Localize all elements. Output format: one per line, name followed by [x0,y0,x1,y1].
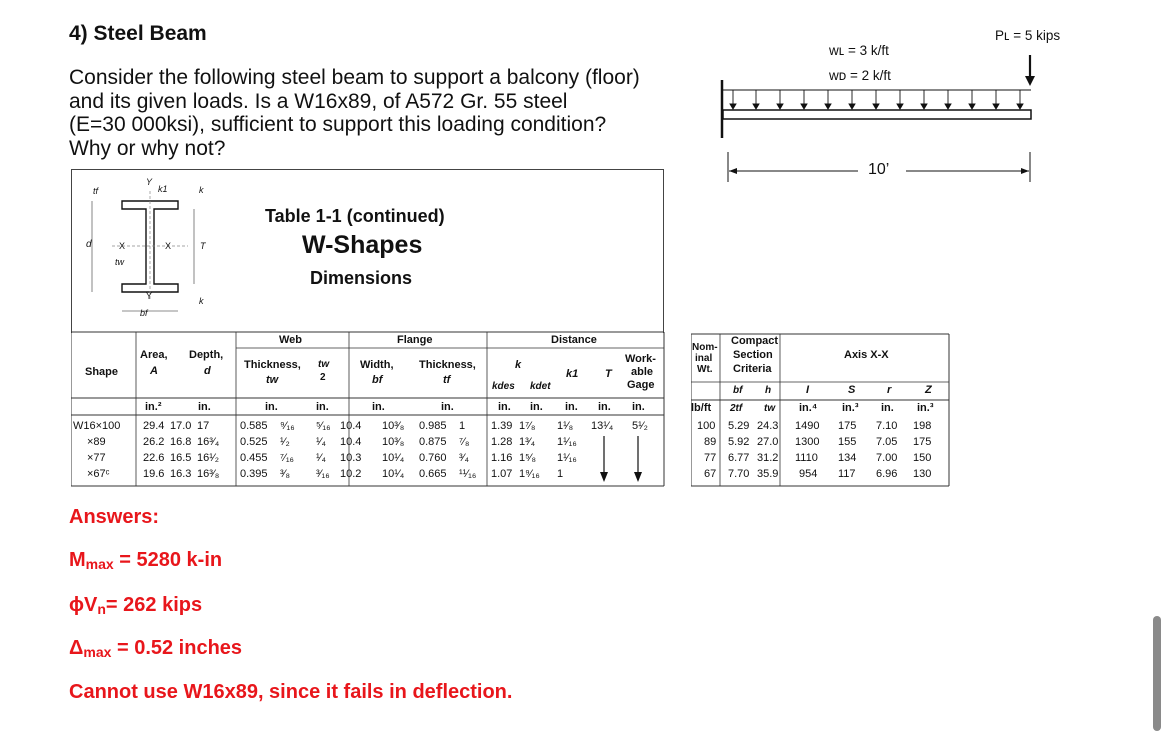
cell-tw: 0.585 [240,420,268,432]
cell-wt: 67 [704,468,717,480]
k1-label: k1 [158,184,168,194]
cell-htw: 35.9 [757,468,779,480]
beam-member [723,110,1031,119]
hdr-gage-3: Gage [627,379,655,391]
answer-shear-symbol: ϕV [69,594,98,616]
cell-S: 175 [838,420,857,432]
cell-k1: 1¹⁄₈ [557,420,574,432]
T-label: T [200,241,206,251]
cell-kdet: 1⁷⁄₈ [519,420,536,432]
hdr-S: S [848,384,856,396]
hdr-tw2-top: tw [318,359,330,370]
down-arrow-head-icon [600,472,608,482]
cell-htw: 24.3 [757,420,779,432]
cell-gage: 5¹⁄₂ [632,420,648,432]
cell-I: 1490 [795,420,820,432]
unit-depth: in. [198,401,211,413]
cell-tw: 0.455 [240,452,268,464]
dim-arrow-left [729,168,737,174]
question-line-3: (E=30 000ksi), sufficient to support this loading condition? [69,113,607,136]
cell-depth: 16.5 [170,452,192,464]
cell-k1: 1¹⁄₁₆ [557,436,577,448]
cell-kdes: 1.39 [491,420,513,432]
cell-depth-frac: 16¹⁄₂ [197,452,220,464]
unit-I: in.⁴ [799,402,818,414]
cell-area: 29.4 [143,420,165,432]
tf-label: tf [93,186,99,196]
cell-kdet: 1³⁄₄ [519,436,536,448]
cell-wt: 77 [704,452,717,464]
cell-tw: 0.395 [240,468,268,480]
hdr-web-thickness-sym: tw [266,374,279,386]
cell-depth: 16.8 [170,436,192,448]
cell-wt: 100 [697,420,716,432]
cell-r: 7.05 [876,436,898,448]
dead-load-label: wᴅ = 2 k/ft [829,68,891,83]
cell-bf: 10.3 [340,452,362,464]
hdr-gage-1: Work- [625,353,656,365]
d-label: d [86,239,92,250]
table-caption-title: Table 1-1 (continued) [265,206,445,226]
cell-S: 117 [838,468,856,480]
unit-kdet: in. [530,401,543,413]
hdr-shape: Shape [85,366,119,378]
cell-tf: 0.985 [419,420,447,432]
question-line-4: Why or why not? [69,136,226,160]
hdr-kdet: kdet [530,381,551,392]
cell-Z: 198 [913,420,932,432]
hdr-Z: Z [925,384,932,396]
hdr-compact-2: Section [733,349,773,361]
unit-bf: in. [372,401,385,413]
cell-tw2: ¹⁄₄ [316,436,326,448]
hdr-compact-1: Compact [731,335,779,347]
cell-htw: 27.0 [757,436,779,448]
cell-area: 19.6 [143,468,165,480]
cell-k1: 1 [557,468,564,480]
cell-kdes: 1.07 [491,468,513,480]
hdr-web-thickness: Thickness, [244,359,301,371]
distributed-load-arrows [730,90,1023,109]
y-bottom-label: Y [146,291,153,301]
same-value-arrows [595,434,645,484]
cell-tw-frac: ⁹⁄₁₆ [280,420,295,432]
cell-bf-frac: 10¹⁄₄ [382,468,405,480]
answer-shear-capacity [69,594,202,617]
hdr-htw: h [765,385,772,396]
hdr-nom-1: Nom- [692,342,718,353]
unit-Z: in.³ [917,402,934,414]
cell-shape: ×67ᶜ [87,468,110,480]
hdr-compact-3: Criteria [733,363,772,375]
hdr-area: Area, [140,349,168,361]
cell-bf-frac: 10¹⁄₄ [382,452,405,464]
hdr-I: I [806,384,810,396]
cell-shape: W16×100 [73,420,121,432]
unit-kdes: in. [498,401,511,413]
question-line-1: Consider the following steel beam to support a balcony (floor) [69,66,640,89]
cell-tf-frac: ⁷⁄₈ [459,436,470,448]
table-caption-dimensions: Dimensions [310,268,413,288]
hdr-flange: Flange [397,334,433,346]
hdr-axis-xx: Axis X-X [844,349,889,361]
k-bottom-label: k [199,296,204,306]
answer-max-moment-subscript: max [85,556,114,572]
span-label: 10’ [868,161,890,178]
cell-Z: 175 [913,436,932,448]
cell-S: 155 [838,436,857,448]
hdr-T: T [605,368,612,380]
cell-tw2: ³⁄₁₆ [316,468,330,480]
cell-T: 13¹⁄₄ [591,420,614,432]
cell-tw: 0.525 [240,436,268,448]
dim-arrow-right [1021,168,1029,174]
hdr-gage-2: able [631,366,654,378]
cell-wt: 89 [704,436,717,448]
y-top-label: Y [146,177,153,187]
cell-tw2: ⁵⁄₁₆ [316,420,331,432]
cell-tf-frac: 1 [459,420,466,432]
answer-max-moment [69,549,222,572]
hdr-bf2tf: bf [733,385,743,396]
hdr-flange-thickness: Thickness, [419,359,476,371]
cell-kdes: 1.16 [491,452,513,464]
answer-deflection-symbol: Δ [69,637,84,659]
cell-I: 954 [799,468,818,480]
cell-r: 7.00 [876,452,898,464]
answer-deflection-subscript: max [83,644,112,660]
cell-bf: 10.4 [340,436,362,448]
cell-depth-frac: 16³⁄₈ [197,468,220,480]
cell-I: 1110 [795,452,818,464]
cell-shape: ×77 [87,452,106,464]
hdr-depth: Depth, [189,349,224,361]
problem-question [69,66,719,160]
cell-bf2tf: 6.77 [728,452,750,464]
hdr-area-sym: A [150,365,158,377]
vertical-scrollbar[interactable] [1153,616,1161,731]
hdr-web: Web [279,334,303,346]
cell-Z: 130 [913,468,932,480]
answer-deflection-value: = 0.52 inches [111,637,243,659]
cell-Z: 150 [913,452,932,464]
unit-S: in.³ [842,402,859,414]
answer-shear-value: = 262 kips [105,594,203,616]
point-load-arrowhead [1025,76,1035,86]
cell-bf2tf: 5.92 [728,436,750,448]
bf-label: bf [140,308,148,318]
cell-depth: 17.0 [170,420,192,432]
cell-tf: 0.665 [419,468,447,480]
cell-r: 6.96 [876,468,898,480]
cell-depth-frac: 17 [197,420,210,432]
cell-S: 134 [838,452,857,464]
cell-kdes: 1.28 [491,436,513,448]
k-top-label: k [199,185,204,195]
unit-T: in. [598,401,611,413]
hdr-r: r [887,384,892,396]
answer-max-moment-symbol: M [69,549,86,571]
question-line-2: and its given loads. Is a W16x89, of A572 Gr. 55 steel [69,89,568,113]
hdr-kdes: kdes [492,381,515,392]
cell-area: 26.2 [143,436,165,448]
cell-tf-frac: ³⁄₄ [459,452,469,464]
unit-tw2: in. [316,401,329,413]
unit-bf2tf: 2tf [730,403,743,414]
unit-k1: in. [565,401,578,413]
down-arrow-head-icon [634,472,642,482]
hdr-k1: k1 [566,368,579,380]
cell-shape: ×89 [87,436,106,448]
cell-bf2tf: 7.70 [728,468,750,480]
hdr-tw2-bottom: 2 [320,372,326,383]
table-caption-shapes: W-Shapes [302,231,423,259]
cell-tf: 0.760 [419,452,447,464]
answer-max-moment-value: = 5280 k-in [113,549,223,571]
cell-tw-frac: ¹⁄₂ [280,436,290,448]
x-right-label: X [165,241,172,251]
problem-title: 4) Steel Beam [69,22,207,45]
w-shape-cross-section [82,179,212,324]
cell-tf: 0.875 [419,436,447,448]
cell-tw-frac: ³⁄₈ [280,468,291,480]
tw-label: tw [115,257,124,267]
cell-I: 1300 [795,436,820,448]
answer-conclusion: Cannot use W16x89, since it fails in deflection. [69,681,513,703]
point-load-label: Pʟ = 5 kips [995,28,1061,43]
cell-tf-frac: ¹¹⁄₁₆ [459,468,477,480]
answer-shear-subscript: n [97,601,106,617]
hdr-distance: Distance [551,334,597,346]
unit-htw: tw [764,403,776,414]
hdr-depth-sym: d [204,365,211,377]
unit-tw: in. [265,401,278,413]
cell-htw: 31.2 [757,452,779,464]
cell-bf: 10.4 [340,420,362,432]
cell-k1: 1¹⁄₁₆ [557,452,577,464]
cell-r: 7.10 [876,420,898,432]
answers-heading: Answers: [69,506,160,528]
hdr-nom-2: inal [695,353,713,364]
hdr-flange-width: Width, [360,359,394,371]
cell-bf2tf: 5.29 [728,420,750,432]
cell-area: 22.6 [143,452,165,464]
cell-kdet: 1⁹⁄₁₆ [519,468,540,480]
live-load-label: wʟ = 3 k/ft [829,43,889,58]
unit-area: in.² [145,401,162,413]
cell-bf-frac: 10³⁄₈ [382,420,405,432]
x-left-label: X [119,241,126,251]
unit-r: in. [881,402,894,414]
cell-depth-frac: 16³⁄₄ [197,436,220,448]
cell-tw2: ¹⁄₄ [316,452,326,464]
hdr-k: k [515,359,522,371]
cell-kdet: 1⁵⁄₈ [519,452,537,464]
cell-bf-frac: 10³⁄₈ [382,436,405,448]
cell-bf: 10.2 [340,468,362,480]
hdr-flange-thickness-sym: tf [443,374,451,386]
answer-max-deflection [69,637,242,660]
unit-wt: lb/ft [691,402,712,414]
hdr-nom-3: Wt. [697,364,713,375]
hdr-flange-width-sym: bf [372,374,383,386]
cell-depth: 16.3 [170,468,192,480]
unit-tf: in. [441,401,454,413]
unit-gage: in. [632,401,645,413]
cell-tw-frac: ⁷⁄₁₆ [280,452,294,464]
